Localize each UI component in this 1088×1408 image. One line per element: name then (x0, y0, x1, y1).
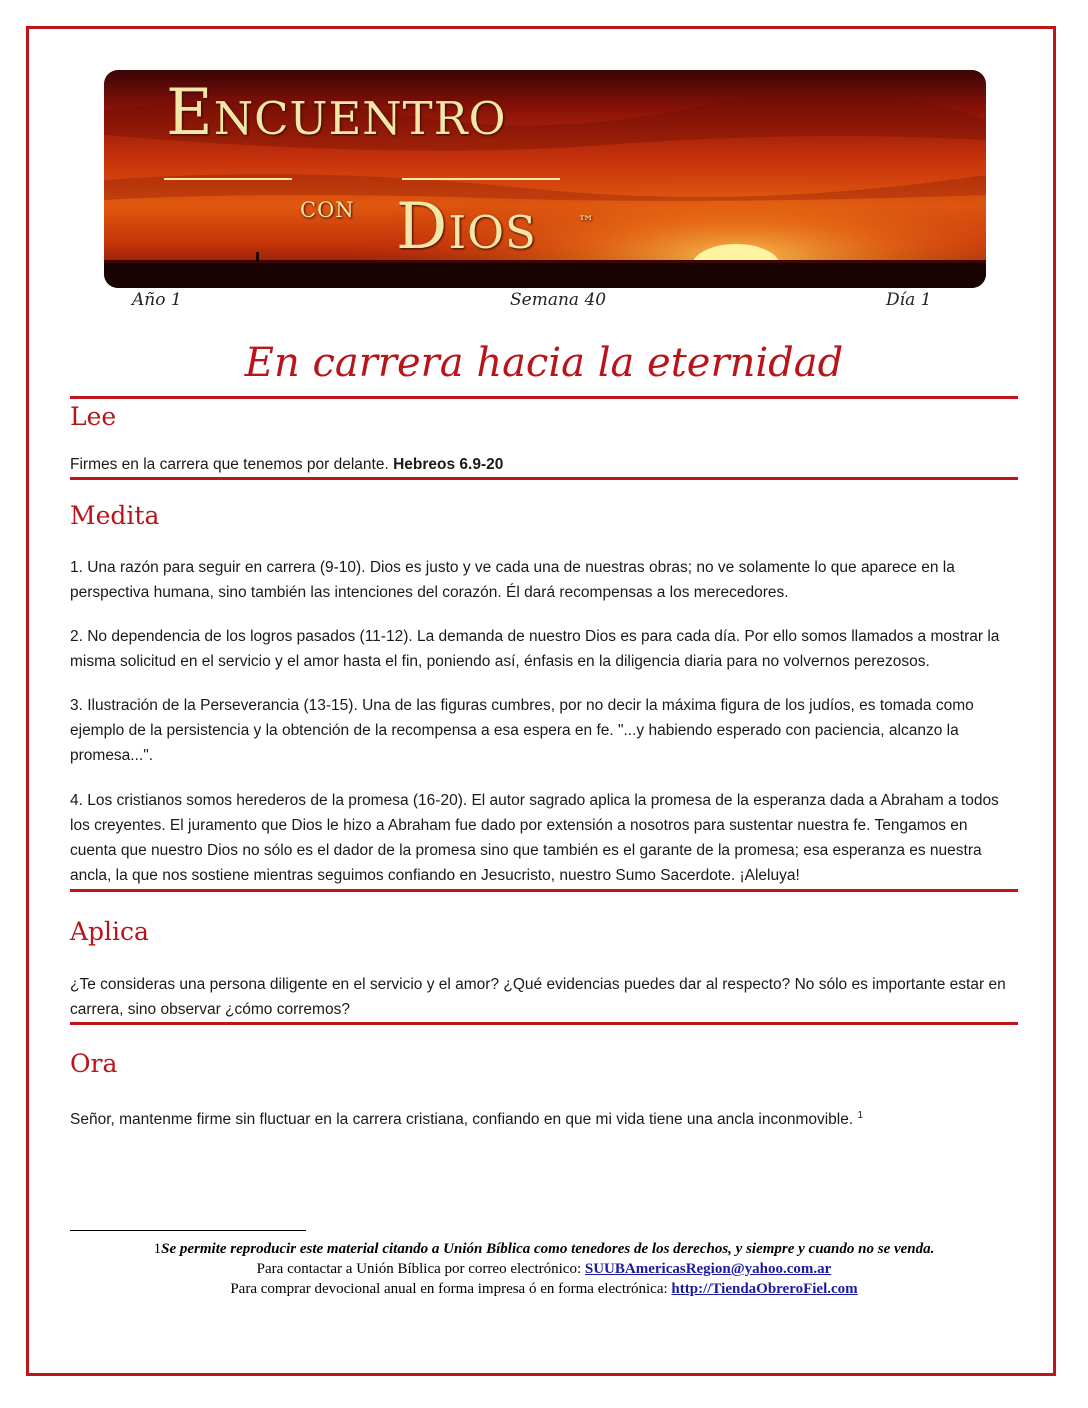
section-heading-medita: Medita (70, 501, 160, 530)
footnote-text (70, 1240, 1018, 1259)
contact-label: Para contactar a Unión Bíblica por correo electrónico: (256, 1261, 585, 1277)
ora-prayer: Señor, mantenme firme sin fluctuar en la carrera cristiana, confiando en que mi vida tiene una ancla inconmovible. (70, 1111, 858, 1129)
footnote-copyright: Se permite reproducir este material citando a Unión Bíblica como tenedores de los derechos, y siempre y cuando no se venda. (161, 1241, 935, 1257)
banner-title-dios: Dios (396, 190, 537, 264)
section-heading-ora: Ora (70, 1049, 118, 1078)
purchase-line (70, 1280, 1018, 1299)
medita-paragraph-3: 3. Ilustración de la Perseverancia (13-15). Una de las figuras cumbres, por no decir la máxima figura de los judíos, es tomada como ejemplo de la persistencia y la obtención de la recompensa a esa espera en fe. "...y habiendo esperado con paciencia, alcanzo la promesa...". (70, 697, 974, 764)
contact-line (70, 1260, 1018, 1279)
divider-rule (70, 1022, 1018, 1025)
purchase-label: Para comprar devocional anual en forma impresa ó en forma electrónica: (230, 1281, 672, 1297)
banner-rule-left (164, 178, 292, 180)
medita-paragraph-1: 1. Una razón para seguir en carrera (9-10). Dios es justo y ve cada una de nuestras obras; no ve solamente lo que aparece en la perspectiva humana, sino también las intenciones del corazón. Él dará recompensas a los merecedores. (70, 559, 955, 601)
page-title: En carrera hacia la eternidad (244, 340, 844, 386)
lee-passage: Firmes en la carrera que tenemos por delante. (70, 456, 394, 473)
divider-rule (70, 889, 1018, 892)
contact-email-link[interactable]: SUUBAmericasRegion@yahoo.com.ar (584, 1261, 832, 1277)
footnote-number: 1 (153, 1241, 162, 1257)
footnote-marker: 1 (857, 1110, 864, 1121)
aplica-text: ¿Te consideras una persona diligente en el servicio y el amor? ¿Qué evidencias puedes dar al respecto? No sólo es importante estar en carrera, sino observar ¿cómo corremos? (70, 976, 1006, 1018)
banner-title-line1: Encuentro (166, 76, 507, 150)
medita-paragraph-4: 4. Los cristianos somos herederos de la promesa (16-20). El autor sagrado aplica la promesa de la esperanza dada a Abraham a todos los creyentes. El juramento que Dios le hizo a Abraham fue dado por extensión a nosotros para sustentar nuestra fe. Tengamos en cuenta que nuestro Dios no sólo es el dador de la promesa sino que también es el garante de la promesa; esa esperanza es nuestra ancla, la que nos sostiene mientras seguimos confiando en Jesucristo, nuestro Sumo Sacerdote. ¡Aleluya! (70, 792, 999, 884)
meta-day: Día 1 (886, 290, 932, 310)
medita-paragraph-2: 2. No dependencia de los logros pasados (11-12). La demanda de nuestro Dios es para cada día. Por ello somos llamados a mostrar la misma solicitud en el servicio y el amor hasta el fin, poniendo así, énfasis en la diligencia diaria para no volvernos perezosos. (70, 628, 1000, 670)
footnote-divider (70, 1230, 306, 1231)
meta-week: Semana 40 (510, 290, 607, 310)
divider-rule (70, 396, 1018, 399)
trademark-symbol: ™ (578, 212, 595, 231)
store-url-link[interactable]: http://TiendaObreroFiel.com (671, 1281, 858, 1297)
lee-text (70, 452, 1018, 477)
ora-text (70, 1103, 1018, 1132)
header-banner (104, 70, 986, 288)
section-heading-aplica: Aplica (70, 917, 149, 946)
divider-rule (70, 477, 1018, 480)
banner-rule-right (402, 178, 560, 180)
banner-title-con: con (300, 190, 355, 225)
section-heading-lee: Lee (70, 402, 117, 431)
meta-year: Año 1 (132, 290, 182, 310)
lee-reference: Hebreos 6.9-20 (393, 456, 504, 473)
